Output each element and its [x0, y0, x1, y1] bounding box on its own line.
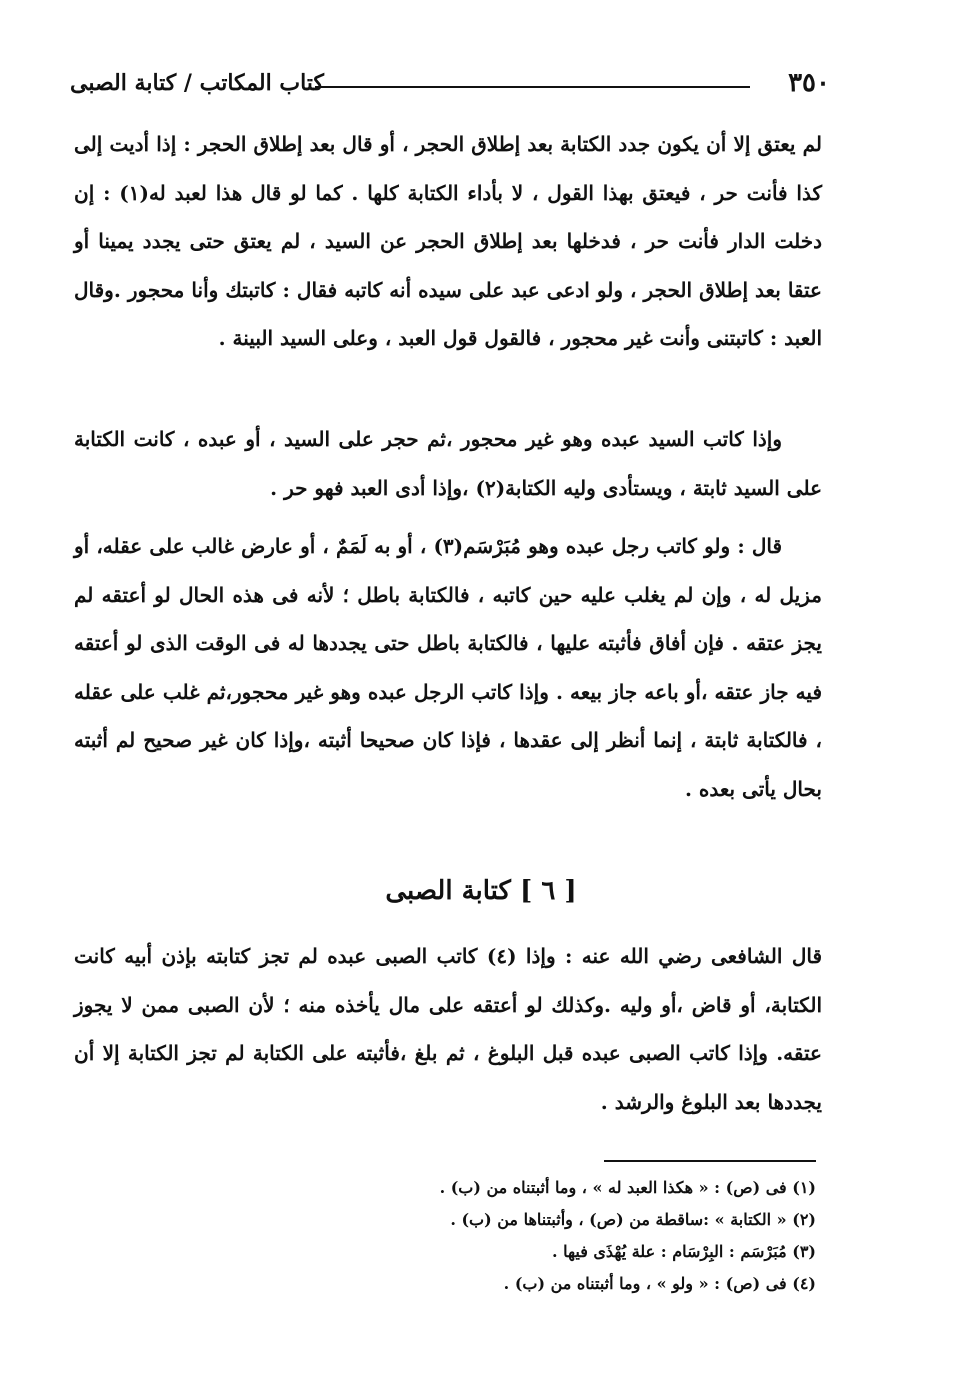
- page-number: ٣٥٠: [788, 68, 830, 98]
- paragraph-2: [74, 415, 822, 512]
- footnotes: [196, 1172, 816, 1300]
- running-title: كتاب المكاتب / كتابة الصبى: [70, 70, 324, 96]
- footnote-rule: [604, 1160, 816, 1162]
- paragraph-3-text: ولو كاتب رجل عبده وهو مُبَرْسَم(٣) ، أو به لَمَمٌ ، أو عارض غالب على عقله، أو مزيل له ، وإن لم يغلب عليه حين كاتبه ، فالكتابة باطل ؛ لأنه فى هذه الحال لو أعتقه لم يجز عتقه . فإن أفاق فأثبته عليها ، فالكتابة باطل حتى يجددها له فى الوقت الذى لو أعتقه فيه جاز عتقه ،أو باعه جاز بيعه . وإذا كاتب الرجل عبده وهو غير محجور،ثم غلب على عقله ، فالكتابة ثابتة ، إنما أنظر إلى عقدها ، فإذا كان صحيحا أثبته ،وإذا كان غير صحيح لم أثبته بحال يأتى بعده .: [74, 534, 822, 801]
- footnote-4: (٤) فى (ص) : « ولو » ، وما أثبتناه من (ب) .: [503, 1274, 816, 1293]
- page-header: [70, 62, 830, 102]
- header-rule: [315, 86, 750, 88]
- footnote-1: (١) فى (ص) : « هكذا العبد له » ، وما أثبتناه من (ب) .: [439, 1178, 816, 1197]
- paragraph-4-text: وإذا (٤) كاتب الصبى عبده لم تجز كتابته بإذن أبيه كانت الكتابة، أو قاض ،أو وليه .وكذلك لو أعتقه على مال يأخذه منه ؛ لأن الصبى ممن لا يجوز عتقه. وإذا كاتب الصبى عبده قبل البلوغ ، ثم بلغ ،فأثبته على الكتابة لم تجز الكتابة إلا أن يجددها بعد البلوغ والرشد .: [74, 944, 822, 1114]
- paragraph-3-lead: قال :: [737, 534, 783, 558]
- paragraph-3: [74, 522, 822, 813]
- paragraph-4-lead: قال الشافعى رضي الله عنه :: [565, 944, 823, 968]
- section-heading: [ ٦ ] كتابة الصبى: [385, 876, 577, 906]
- paragraph-1-text: لم يعتق إلا أن يكون جدد الكتابة بعد إطلاق الحجر ، أو قال بعد إطلاق الحجر : إذا أديت إلى كذا فأنت حر ، فيعتق بهذا القول ، لا بأداء الكتابة كلها . كما لو قال هذا لعبد له(١) : إن دخلت الدار فأنت حر ، فدخلها بعد إطلاق الحجر عن السيد ، لم يعتق حتى يجدد يمينا أو عتقا بعد إطلاق الحجر ، ولو ادعى عبد على سيده أنه كاتبه فقال : كاتبتك وأنا محجور .وقال العبد : كاتبتنى وأنت غير محجور ، فالقول قول العبد ، وعلى السيد البينة .: [74, 132, 822, 350]
- footnote-2: (٢) « الكتابة » :ساقطة من (ص) ، وأثبتناها من (ب) .: [450, 1210, 816, 1229]
- paragraph-1: [74, 120, 822, 363]
- paragraph-4: [74, 932, 822, 1126]
- footnote-3: (٣) مُبَرْسَم : البِرْسَام : علة يُهْذَى فيها .: [551, 1242, 816, 1261]
- paragraph-2-text: وإذا كاتب السيد عبده وهو غير محجور ،ثم حجر على السيد ، أو عبده ، كانت الكتابة على السيد ثابتة ، ويستأدى وليه الكتابة(٢) ،وإذا أدى العبد فهو حر .: [74, 427, 822, 500]
